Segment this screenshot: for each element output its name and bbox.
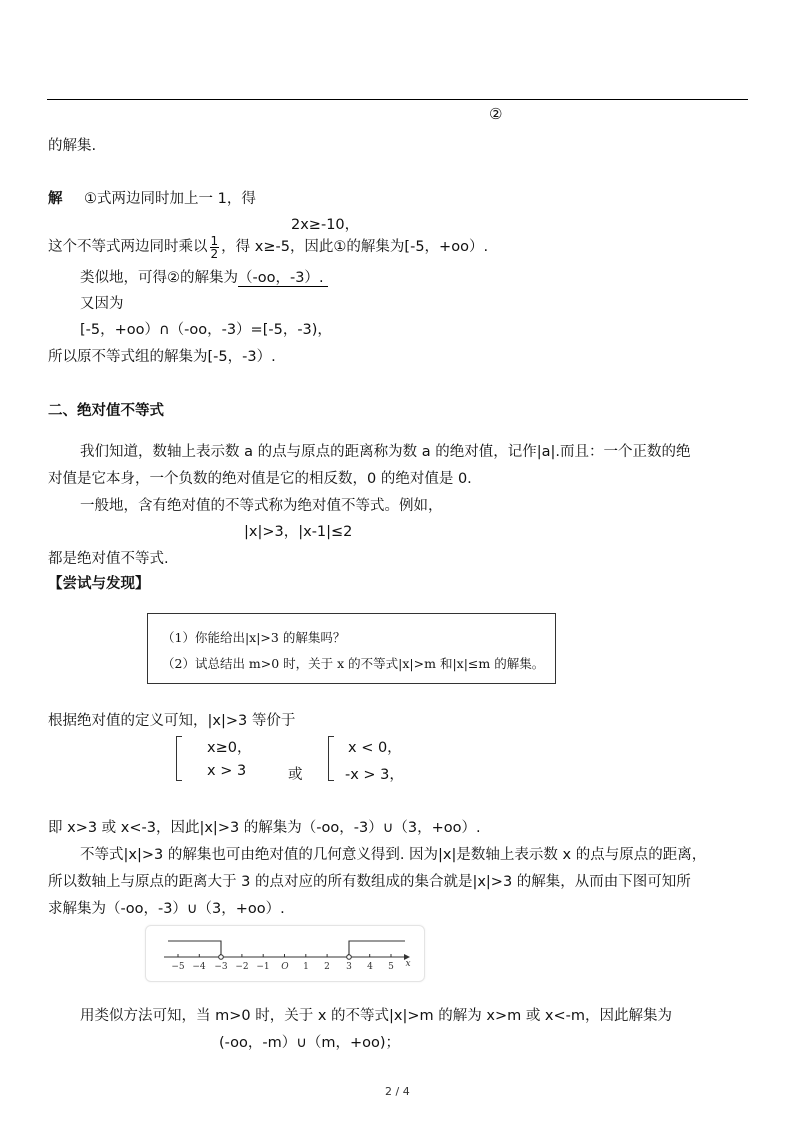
number-line-figure <box>145 925 425 982</box>
paragraph-1-line-1: 我们知道，数轴上表示数 a 的点与原点的距离称为数 a 的绝对值，记作|a|.而且：一个正数的绝 <box>80 444 691 460</box>
open-point-3 <box>347 955 352 960</box>
geometric-line-2: 所以数轴上与原点的距离大于 3 的点对应的所有数组成的集合就是|x|>3 的解集，从而由下图可知所 <box>48 874 691 890</box>
open-point-minus-3 <box>219 955 224 960</box>
step-2-suffix: ，得 x≥-5，因此①的解集为[-5，+oo）. <box>221 239 489 255</box>
tick-label-5: 5 <box>388 962 394 972</box>
geometric-line-3: 求解集为（-oo，-3）∪（3，+oo）. <box>48 901 285 917</box>
step-3-prefix: 类似地，可得②的解集为 <box>80 270 238 286</box>
paragraph-2: 一般地，含有绝对值的不等式称为绝对值不等式。例如， <box>80 498 443 514</box>
circled-marker: ② <box>489 105 503 123</box>
question-box <box>147 613 556 684</box>
tick-label-4: 4 <box>367 962 373 972</box>
tick-label-neg4: −4 <box>192 962 206 972</box>
tick-label-3: 3 <box>346 962 352 972</box>
result-line: 即 x>3 或 x<-3，因此|x|>3 的解集为（-oo，-3）∪（3，+oo）. <box>48 820 481 836</box>
box-question-1: （1）你能给出|x|>3 的解集吗？ <box>162 630 346 645</box>
example-tail-line: 的解集. <box>48 138 97 154</box>
tick-label-neg3: −3 <box>214 962 228 972</box>
general-line: 用类似方法可知，当 m>0 时，关于 x 的不等式|x|>m 的解为 x>m 或 x<-m，因此解集为 <box>80 1008 673 1024</box>
system-2-line-2: -x > 3， <box>345 767 404 783</box>
fraction-numerator: 1 <box>210 233 219 248</box>
step-3-suffix: . <box>319 270 328 287</box>
absolute-value-examples: |x|>3，|x-1|≤2 <box>244 524 353 540</box>
right-ray-bracket <box>349 941 405 957</box>
left-brace-2 <box>328 736 334 781</box>
tick-label-neg1: −1 <box>256 962 270 972</box>
paragraph-3: 都是绝对值不等式. <box>48 551 169 567</box>
box-question-2: （2）试总结出 m>0 时，关于 x 的不等式|x|>m 和|x|≤m 的解集。 <box>162 656 545 671</box>
solution-step-1-result: 2x≥-10， <box>291 217 360 233</box>
solution-step-4: 又因为 <box>80 296 124 312</box>
step-3-answer: （-oo，-3） <box>238 270 319 286</box>
fraction-denominator: 2 <box>210 246 219 261</box>
tick-label-2: 2 <box>324 962 330 972</box>
step-2-prefix: 这个不等式两边同时乘以 <box>48 239 208 255</box>
system-1-line-1: x≥0， <box>207 740 252 756</box>
general-result: (-oo，-m）∪（m，+oo)； <box>219 1035 401 1051</box>
solution-step-5: [-5，+oo）∩（-oo，-3）=[-5，-3)， <box>80 322 332 338</box>
solution-step-6: 所以原不等式组的解集为[-5，-3）. <box>48 349 276 365</box>
tick-label-neg2: −2 <box>235 962 249 972</box>
or-word: 或 <box>288 767 303 783</box>
try-and-discover-heading: 【尝试与发现】 <box>48 576 150 592</box>
solution-step-1: ①式两边同时加上一 1，得 <box>84 191 256 207</box>
section-heading: 二、绝对值不等式 <box>48 403 164 419</box>
axis-label-x: x <box>405 959 411 969</box>
number-line-svg <box>146 926 424 981</box>
paragraph-1-line-2: 对值是它本身，一个负数的绝对值是它的相反数，0 的绝对值是 0. <box>48 471 472 487</box>
left-brace-1 <box>176 736 182 781</box>
geometric-line-1: 不等式|x|>3 的解集也可由绝对值的几何意义得到. 因为|x|是数轴上表示数 x 的点与原点的距离， <box>80 847 707 863</box>
tick-label-1: 1 <box>303 962 309 972</box>
header-rule <box>47 99 748 100</box>
tick-label-neg5: −5 <box>171 962 185 972</box>
page-number: 2 / 4 <box>385 1085 410 1098</box>
solution-step-3 <box>80 266 328 287</box>
solution-step-2 <box>48 234 488 260</box>
one-half-fraction <box>210 235 220 260</box>
tick-label-origin: O <box>281 962 289 972</box>
left-ray-bracket <box>168 941 221 957</box>
system-2-line-1: x < 0， <box>348 740 402 756</box>
system-1-line-2: x > 3 <box>207 763 247 779</box>
solution-label: 解 <box>48 191 63 207</box>
definition-line: 根据绝对值的定义可知，|x|>3 等价于 <box>48 713 296 729</box>
